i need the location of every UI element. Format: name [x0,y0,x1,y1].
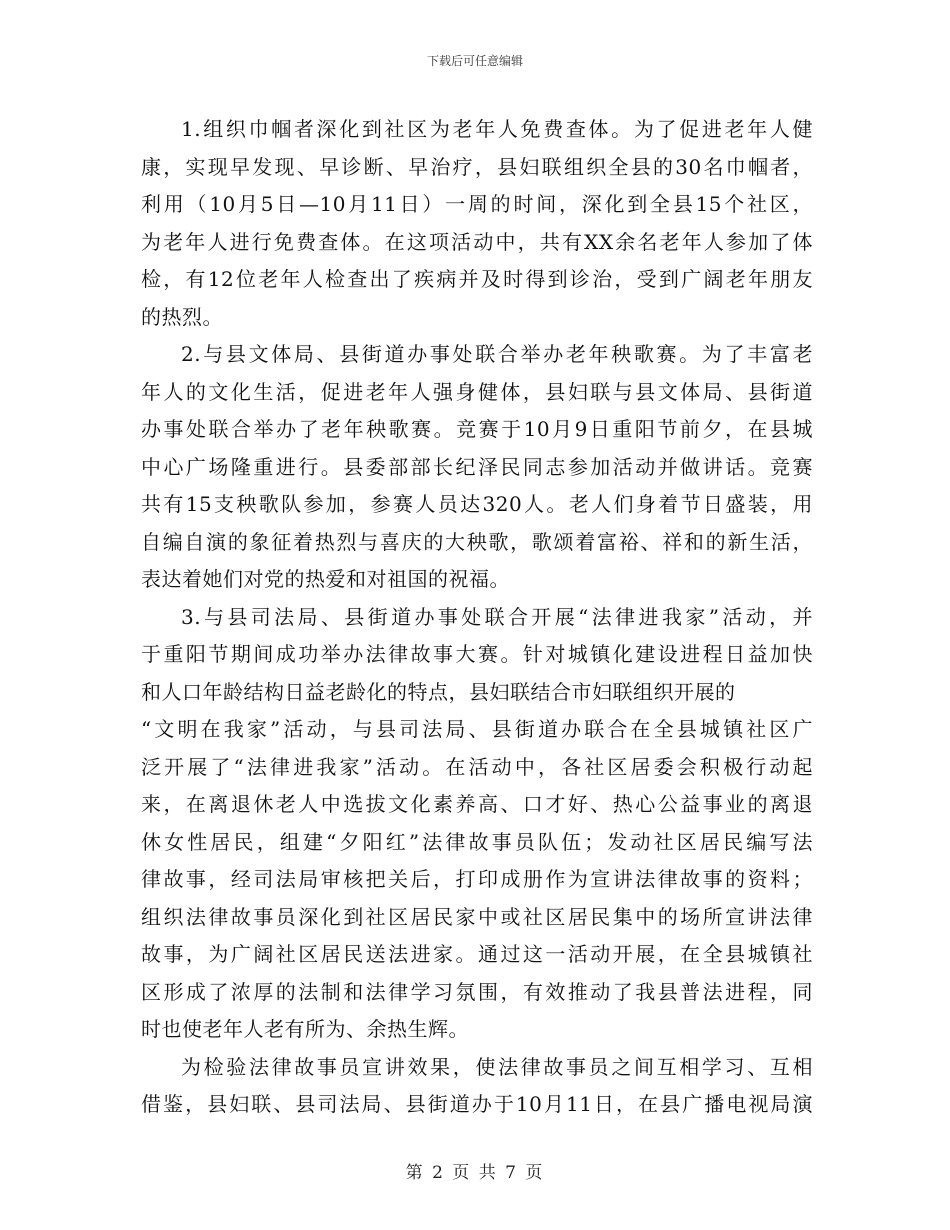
paragraph-1-line-2: 康，实现早发现、早诊断、早治疗，县妇联组织全县的30名巾帼者， [141,154,813,179]
page-header: 下载后可任意编辑 [426,54,523,68]
paragraph-2-line-4: 中心广场隆重进行。县委部部长纪泽民同志参加活动并做讲话。竞赛 [141,454,813,479]
paragraph-2-line-6: 自编自演的象征着热烈与喜庆的大秧歌，歌颂着富裕、祥和的新生活， [141,529,813,554]
page-number-footer: 第 2 页 共 7 页 [405,1163,545,1183]
paragraph-3-line-5: 泛开展了“法律进我家”活动。在活动中，各社区居委会积极行动起 [141,754,813,779]
paragraph-1-line-4: 为老年人进行免费查体。在这项活动中，共有XX余名老年人参加了体 [141,229,813,254]
paragraph-3-line-6: 来，在离退休老人中选拔文化素养高、口才好、热心公益事业的离退 [141,792,813,816]
paragraph-4-line-2: 借鉴，县妇联、县司法局、县街道办于10月11日，在县广播电视局演 [141,1092,813,1116]
paragraph-2-line-7: 表达着她们对党的热爱和对祖国的祝福。 [141,567,510,591]
paragraph-1-line-6: 的热烈。 [141,304,223,329]
paragraph-4-line-1: 为检验法律故事员宣讲效果，使法律故事员之间互相学习、互相 [181,1054,813,1079]
paragraph-3-line-1: 3.与县司法局、县街道办事处联合开展“法律进我家”活动，并 [181,604,813,629]
paragraph-3-line-2: 于重阳节期间成功举办法律故事大赛。针对城镇化建设进程日益加快 [141,642,813,666]
paragraph-2-line-2: 年人的文化生活，促进老年人强身健体，县妇联与县文体局、县街道 [141,379,813,404]
paragraph-2-line-1: 2.与县文体局、县街道办事处联合举办老年秧歌赛。为了丰富老 [181,342,813,366]
paragraph-3-line-10: 故事，为广阔社区居民送法进家。通过这一活动开展，在全县城镇社 [141,942,813,966]
paragraph-2-line-5: 共有15支秧歌队参加，参赛人员达320人。老人们身着节日盛装，用 [141,492,813,516]
paragraph-3-line-7: 休女性居民，组建“夕阳红”法律故事员队伍；发动社区居民编写法 [141,829,813,854]
document-body [141,111,813,1124]
paragraph-1-line-3: 利用（10月5日—10月11日）一周的时间，深化到全县15个社区， [141,192,813,216]
paragraph-3-line-3: 和人口年龄结构日益老龄化的特点，县妇联结合市妇联组织开展的 [141,679,736,704]
paragraph-3-line-4: “文明在我家”活动，与县司法局、县街道办联合在全县城镇社区广 [141,717,813,741]
paragraph-3-line-12: 时也使老年人老有所为、余热生辉。 [141,1017,469,1041]
paragraph-1-line-5: 检，有12位老年人检查出了疾病并及时得到诊治，受到广阔老年朋友 [141,267,813,291]
paragraph-3-line-11: 区形成了浓厚的法制和法律学习氛围，有效推动了我县普法进程，同 [141,979,813,1004]
paragraph-2-line-3: 办事处联合举办了老年秧歌赛。竞赛于10月9日重阳节前夕，在县城 [141,417,813,441]
paragraph-3-line-8: 律故事，经司法局审核把关后，打印成册作为宣讲法律故事的资料； [141,867,813,891]
paragraph-3-line-9: 组织法律故事员深化到社区居民家中或社区居民集中的场所宣讲法律 [141,904,813,929]
paragraph-1-line-1: 1.组织巾帼者深化到社区为老年人免费查体。为了促进老年人健 [181,117,813,141]
